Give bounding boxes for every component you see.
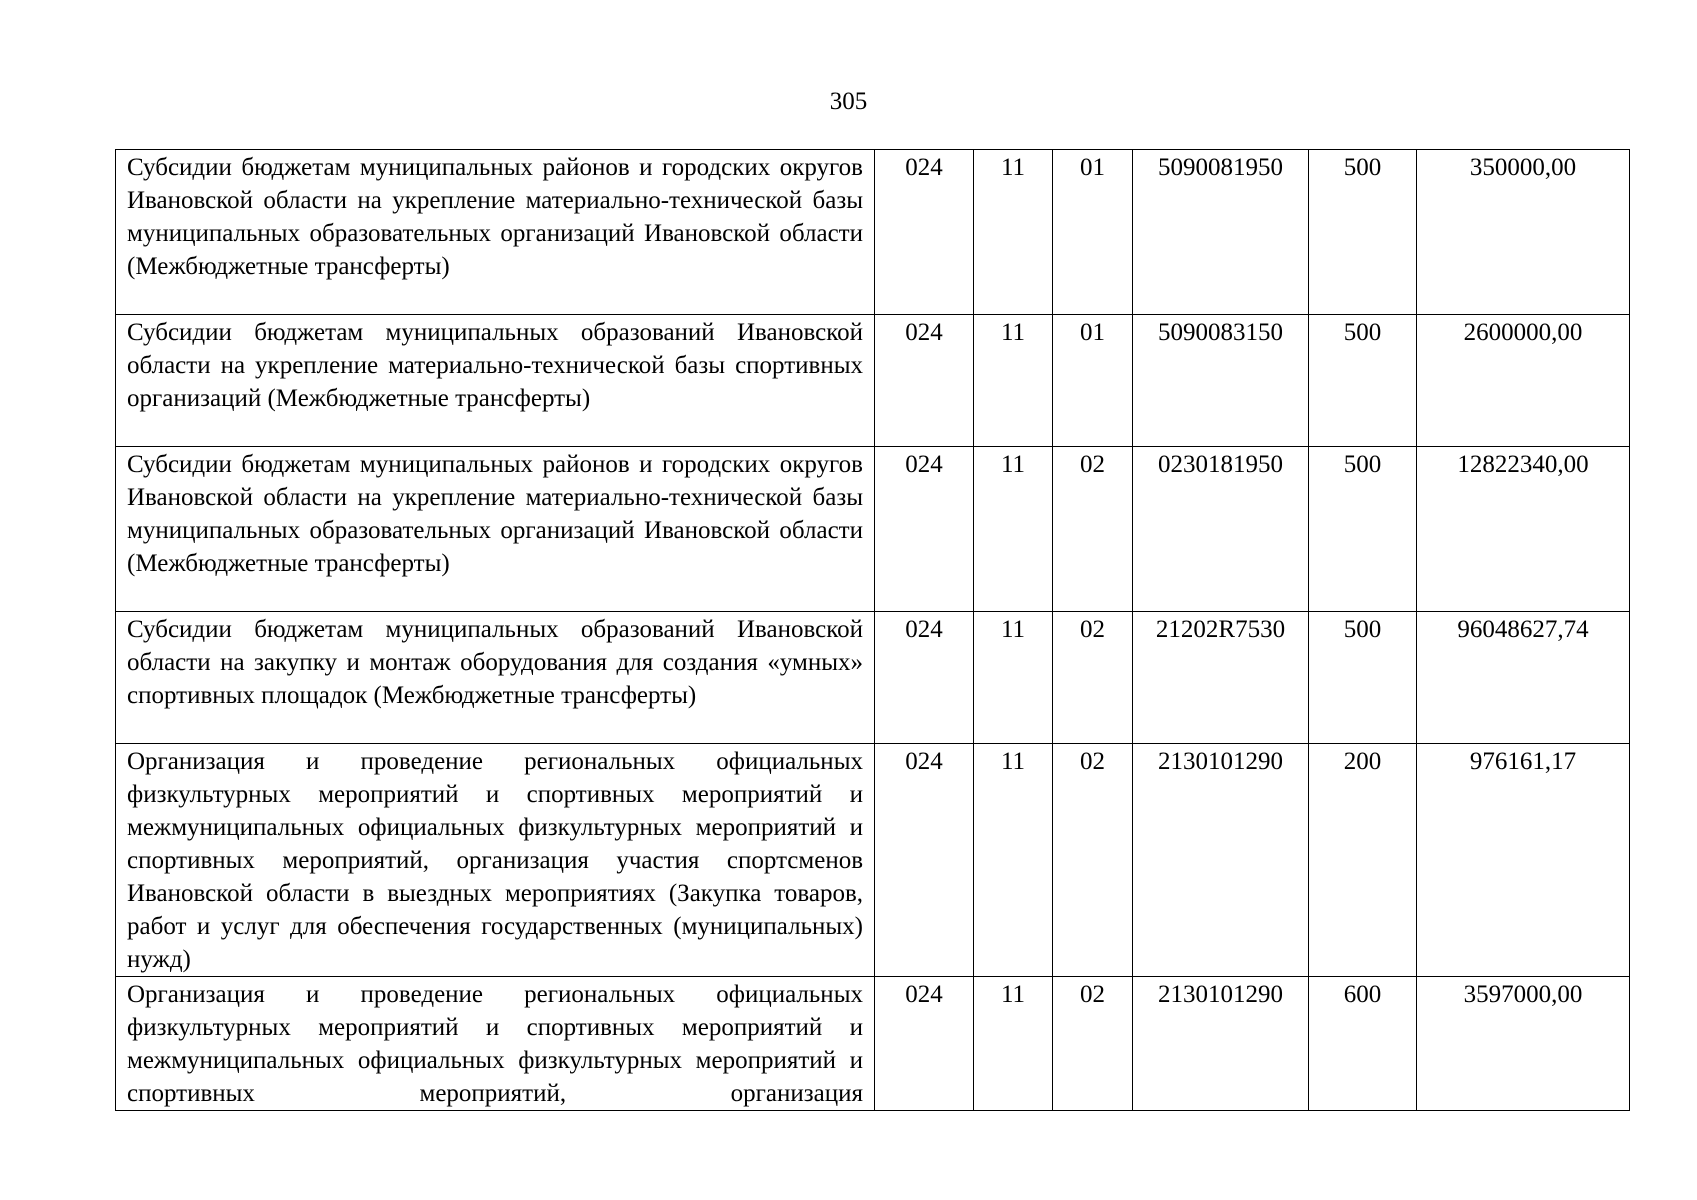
row-target-article-code: 21202R7530 [1133,612,1309,744]
row-expense-type-code: 500 [1309,150,1417,315]
row-section-code: 11 [974,447,1053,612]
row-description: Субсидии бюджетам муниципальных районов и городских округов Ивановской области на укрепление материально-технической базы муниципальных образовательных организаций Ивановской области (Межбюджетные трансферты) [116,447,875,612]
table-row [116,315,1630,447]
row-description: Субсидии бюджетам муниципальных районов и городских округов Ивановской области на укрепление материально-технической базы муниципальных образовательных организаций Ивановской области (Межбюджетные трансферты) [116,150,875,315]
row-amount: 96048627,74 [1417,612,1630,744]
row-amount: 976161,17 [1417,744,1630,977]
row-expense-type-code: 500 [1309,612,1417,744]
row-subsection-code: 02 [1053,447,1133,612]
row-ved-code: 024 [875,315,974,447]
row-subsection-code: 01 [1053,150,1133,315]
row-amount: 3597000,00 [1417,977,1630,1111]
row-section-code: 11 [974,150,1053,315]
row-target-article-code: 5090081950 [1133,150,1309,315]
table-row [116,150,1630,315]
table-row [116,977,1630,1111]
row-target-article-code: 0230181950 [1133,447,1309,612]
table-row [116,447,1630,612]
row-subsection-code: 02 [1053,744,1133,977]
row-subsection-code: 01 [1053,315,1133,447]
row-ved-code: 024 [875,150,974,315]
row-description: Организация и проведение региональных официальных физкультурных мероприятий и спортивных мероприятий и межмуниципальных официальных физкультурных мероприятий и спортивных мероприятий, организация [116,977,875,1111]
row-description: Субсидии бюджетам муниципальных образований Ивановской области на закупку и монтаж оборудования для создания «умных» спортивных площадок (Межбюджетные трансферты) [116,612,875,744]
row-ved-code: 024 [875,447,974,612]
row-section-code: 11 [974,977,1053,1111]
row-expense-type-code: 500 [1309,447,1417,612]
row-amount: 12822340,00 [1417,447,1630,612]
table-row [116,744,1630,977]
row-amount: 350000,00 [1417,150,1630,315]
budget-table [115,149,1630,1111]
row-amount: 2600000,00 [1417,315,1630,447]
row-section-code: 11 [974,315,1053,447]
row-section-code: 11 [974,612,1053,744]
row-expense-type-code: 500 [1309,315,1417,447]
row-target-article-code: 2130101290 [1133,977,1309,1111]
row-expense-type-code: 200 [1309,744,1417,977]
page-number: 305 [829,88,868,115]
row-ved-code: 024 [875,744,974,977]
row-subsection-code: 02 [1053,612,1133,744]
row-subsection-code: 02 [1053,977,1133,1111]
row-target-article-code: 2130101290 [1133,744,1309,977]
row-section-code: 11 [974,744,1053,977]
row-description: Субсидии бюджетам муниципальных образований Ивановской области на укрепление материально-технической базы спортивных организаций (Межбюджетные трансферты) [116,315,875,447]
row-expense-type-code: 600 [1309,977,1417,1111]
row-description: Организация и проведение региональных официальных физкультурных мероприятий и спортивных мероприятий и межмуниципальных официальных физкультурных мероприятий и спортивных мероприятий, организация участия спортсменов Ивановской области в выездных мероприятиях (Закупка товаров, работ и услуг для обеспечения государственных (муниципальных) нужд) [116,744,875,977]
row-target-article-code: 5090083150 [1133,315,1309,447]
row-ved-code: 024 [875,977,974,1111]
row-ved-code: 024 [875,612,974,744]
table-row [116,612,1630,744]
